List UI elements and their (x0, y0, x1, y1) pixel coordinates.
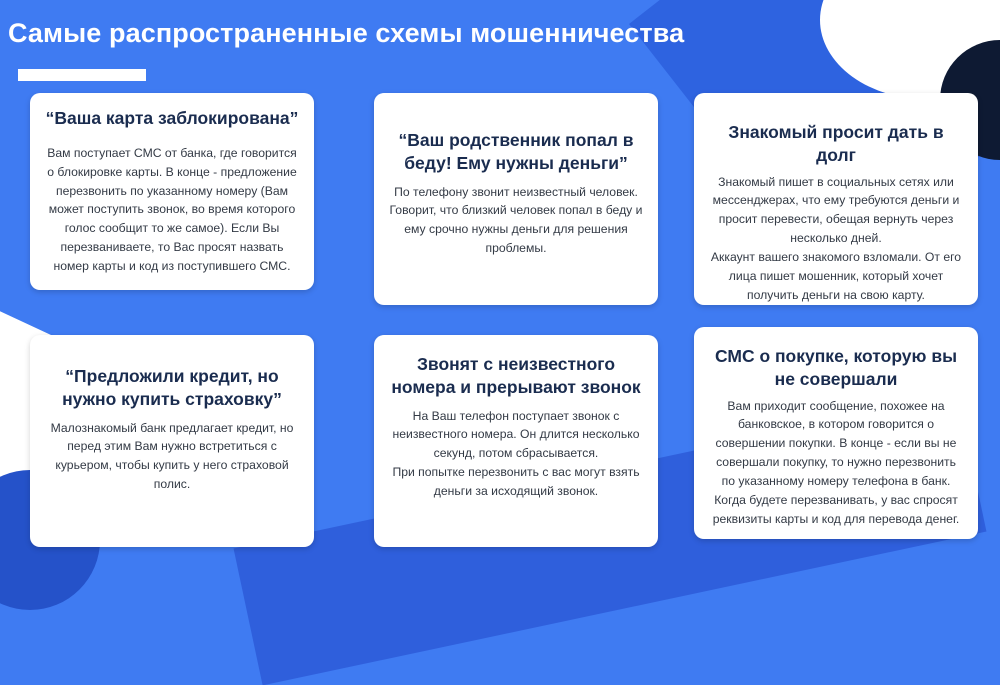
scheme-card-loan-insurance (30, 335, 314, 547)
card-heading: “Предложили кредит, но нужно купить страховку” (62, 366, 282, 409)
card-heading: СМС о покупке, которую вы не совершали (714, 346, 958, 389)
page-title: Самые распространенные схемы мошенничества (8, 18, 685, 48)
card-text: Малознакомый банк предлагает кредит, но перед этим Вам нужно встретиться с курьером, чтобы купить у него страховой полис. (50, 420, 294, 492)
card-text-2: При попытке перезвонить с вас могут взять деньги за исходящий звонок. (392, 465, 640, 499)
card-text: На Ваш телефон поступает звонок с неизвестного номера. Он длится несколько секунд, потом сбрасывается. (392, 408, 640, 461)
scheme-card-relative-in-trouble (374, 93, 658, 305)
card-heading: Знакомый просит дать в долг (728, 122, 944, 165)
card-heading: “Ваша карта заблокирована” (45, 108, 299, 128)
card-heading: Звонят с неизвестного номера и прерывают звонок (391, 354, 641, 397)
card-heading: “Ваш родственник попал в беду! Ему нужны деньги” (398, 130, 634, 173)
scheme-card-card-blocked (30, 93, 314, 290)
card-text: Вам приходит сообщение, похожее на банковское, в котором говорится о совершении покупки. В конце - если вы не совершали покупку, то нужно перезвонить по указанному номеру телефона в банк. Когда будете перезванивать, у вас спросят реквизиты карты и код для перевода денег. (712, 398, 960, 526)
card-text: По телефону звонит неизвестный человек. Говорит, что близкий человек попал в беду и ему срочно нужны деньги для решения проблемы. (389, 184, 643, 256)
scheme-card-sms-purchase (694, 327, 978, 539)
title-underline (18, 69, 146, 81)
scheme-card-unknown-number (374, 335, 658, 547)
card-text-2: Аккаунт вашего знакомого взломали. От его лица пишет мошенник, который хочет получить деньги на свою карту. (710, 250, 962, 302)
card-text: Знакомый пишет в социальных сетях или мессенджерах, что ему требуются деньги и просит перевести, обещая вернуть через несколько дней. (712, 174, 960, 246)
scheme-card-friend-asks-loan (694, 93, 978, 305)
card-text: Вам поступает СМС от банка, где говорится о блокировке карты. В конце - предложение перезвонить по указанному номеру (Вам может поступить звонок, во время которого голос сообщит то же самое). Если Вы перезваниваете, то Вас просят назвать номер карты и код из поступившего СМС. (47, 145, 297, 274)
